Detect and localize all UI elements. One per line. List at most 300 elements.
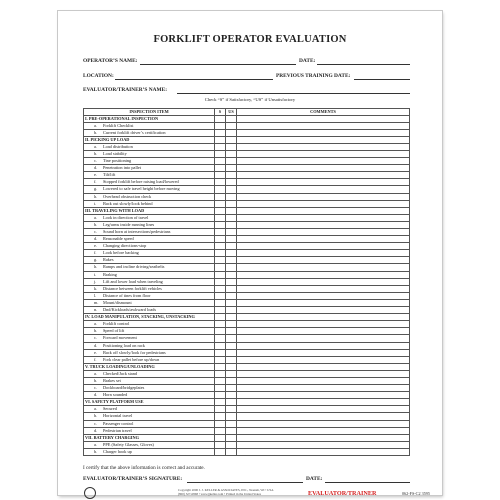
s-checkbox-cell[interactable] [215,434,226,441]
date-line[interactable] [317,64,410,65]
location-line[interactable] [115,79,273,80]
item-label: Overhead obstruction check [103,193,152,199]
comments-cell[interactable] [237,356,410,363]
s-checkbox-cell[interactable] [215,207,226,214]
item-label: Tilt/lift [103,172,116,178]
section-row [84,314,410,321]
table-row [84,186,410,193]
item-cell [84,172,215,179]
table-row [84,285,410,292]
item-label: Current forklift driver’s certification [103,129,166,135]
comments-cell[interactable] [237,186,410,193]
s-checkbox-cell[interactable] [215,385,226,392]
item-cell [84,420,215,427]
us-checkbox-cell[interactable] [226,122,237,129]
item-cell [84,243,215,250]
item-cell [84,427,215,434]
item-label: Penetration into pallet [103,165,141,171]
item-letter: c. [94,158,97,164]
s-checkbox-cell[interactable] [215,370,226,377]
comments-cell[interactable] [237,129,410,136]
check-instructions: Check “S” if Satisfactory, “US” if Unsatisfactory [204,97,296,102]
s-checkbox-cell[interactable] [215,448,226,455]
us-checkbox-cell[interactable] [226,406,237,413]
comments-cell[interactable] [237,236,410,243]
item-letter: e. [94,349,97,355]
table-row [84,406,410,413]
item-letter: b. [94,328,98,334]
us-checkbox-cell[interactable] [226,158,237,165]
item-cell [84,278,215,285]
item-cell [84,370,215,377]
item-letter: g. [94,257,98,263]
item-letter: h. [94,193,98,199]
s-checkbox-cell[interactable] [215,420,226,427]
table-row [84,448,410,455]
item-label: Positioning load on rack [103,342,145,348]
table-row [84,271,410,278]
evaluation-form-sheet [58,11,442,495]
comments-cell[interactable] [237,200,410,207]
table-row [84,229,410,236]
us-checkbox-cell[interactable] [226,250,237,257]
comments-cell[interactable] [237,221,410,228]
item-label: Checked/Jack stand [103,370,138,376]
s-checkbox-cell[interactable] [215,129,226,136]
us-checkbox-cell[interactable] [226,278,237,285]
s-checkbox-cell[interactable] [215,328,226,335]
table-row [84,150,410,157]
us-checkbox-cell[interactable] [226,214,237,221]
us-checkbox-cell[interactable] [226,328,237,335]
s-checkbox-cell[interactable] [215,115,226,122]
s-checkbox-cell[interactable] [215,264,226,271]
item-letter: a. [94,214,97,220]
item-letter: j. [94,278,97,284]
table-row [84,257,410,264]
us-checkbox-cell[interactable] [226,377,237,384]
item-label: Pedestrian travel [103,427,132,433]
item-letter: m. [94,299,99,305]
comments-cell[interactable] [237,314,410,321]
section-label: III. TRAVELING WITH LOAD [84,207,215,214]
item-letter: e. [94,243,97,249]
item-label: Passenger control [103,420,134,426]
us-checkbox-cell[interactable] [226,285,237,292]
table-row [84,420,410,427]
comments-cell[interactable] [237,427,410,434]
item-letter: b. [94,150,98,156]
table-row [84,356,410,363]
us-checkbox-cell[interactable] [226,370,237,377]
form-code: 062-FS-C2 3595 [401,491,430,496]
comments-cell[interactable] [237,257,410,264]
item-cell [84,200,215,207]
item-cell [84,264,215,271]
item-label: Rakes [103,257,114,263]
item-cell [84,356,215,363]
item-cell [84,335,215,342]
us-checkbox-cell[interactable] [226,200,237,207]
table-row [84,193,410,200]
item-label: Lift and lower load when traveling [103,278,163,284]
item-letter: i. [94,200,97,206]
us-checkbox-cell[interactable] [226,434,237,441]
table-row [84,307,410,314]
table-row [84,179,410,186]
comments-cell[interactable] [237,307,410,314]
us-checkbox-cell[interactable] [226,356,237,363]
comments-cell[interactable] [237,207,410,214]
item-label: Look in direction of travel [103,214,149,220]
table-row [84,392,410,399]
s-checkbox-cell[interactable] [215,349,226,356]
section-label: I. PRE-OPERATIONAL INSPECTION [84,115,215,122]
us-checkbox-cell[interactable] [226,129,237,136]
item-label: Stopped forklift before raising load/lowered [103,179,179,185]
s-checkbox-cell[interactable] [215,214,226,221]
copy-role-label: EVALUATOR/TRAINER [308,490,377,497]
s-checkbox-cell[interactable] [215,271,226,278]
comments-cell[interactable] [237,413,410,420]
comments-cell[interactable] [237,385,410,392]
comments-cell[interactable] [237,370,410,377]
comments-cell[interactable] [237,321,410,328]
s-checkbox-cell[interactable] [215,413,226,420]
item-cell [84,406,215,413]
item-label: Horn sounded [103,392,128,398]
comments-cell[interactable] [237,448,410,455]
item-cell [84,307,215,314]
item-cell [84,441,215,448]
section-row [84,363,410,370]
table-row [84,335,410,342]
item-letter: c. [94,385,97,391]
s-checkbox-cell[interactable] [215,314,226,321]
item-cell [84,328,215,335]
s-checkbox-cell[interactable] [215,122,226,129]
item-cell [84,179,215,186]
item-letter: i. [94,271,97,277]
item-letter: b. [94,448,98,454]
s-checkbox-cell[interactable] [215,136,226,143]
section-label: IV. LOAD MANIPULATION, STACKING, UNSTACKING [84,314,215,321]
s-checkbox-cell[interactable] [215,278,226,285]
s-checkbox-cell[interactable] [215,193,226,200]
item-label: Charger hook up [103,448,132,454]
item-cell [84,165,215,172]
us-checkbox-cell[interactable] [226,165,237,172]
item-label: Sound horn at intersections/pedestrians [103,229,171,234]
item-letter: g. [94,186,98,192]
s-checkbox-cell[interactable] [215,321,226,328]
item-label: Changing directions-stop [103,243,147,249]
comments-cell[interactable] [237,214,410,221]
table-row [84,214,410,221]
section-row [84,434,410,441]
us-checkbox-cell[interactable] [226,229,237,236]
item-cell [84,150,215,157]
table-row [84,413,410,420]
item-letter: c. [94,420,97,426]
item-label: Braking [103,271,117,277]
footer-contact: (800) 327-6868 • www.jjkeller.com • Printed in the United States [178,492,262,496]
item-letter: a. [94,406,97,412]
signature-date-line[interactable] [325,482,410,483]
s-checkbox-cell[interactable] [215,342,226,349]
s-checkbox-cell[interactable] [215,377,226,384]
certify-statement: I certify that the above information is correct and accurate. [83,465,205,471]
us-checkbox-cell[interactable] [226,299,237,306]
s-checkbox-cell[interactable] [215,229,226,236]
comments-cell[interactable] [237,143,410,150]
signature-date-label: DATE: [306,476,323,482]
us-checkbox-cell[interactable] [226,399,237,406]
us-checkbox-cell[interactable] [226,363,237,370]
item-label: Back off slowly/look for pedestrians [103,349,166,355]
us-checkbox-cell[interactable] [226,193,237,200]
comments-cell[interactable] [237,363,410,370]
table-row [84,292,410,299]
table-row [84,299,410,306]
comments-cell[interactable] [237,172,410,179]
item-letter: k. [94,285,98,291]
us-checkbox-cell[interactable] [226,321,237,328]
table-row [84,321,410,328]
s-checkbox-cell[interactable] [215,165,226,172]
operator-name-line[interactable] [140,64,296,65]
s-checkbox-cell[interactable] [215,335,226,342]
comments-cell[interactable] [237,349,410,356]
item-label: Horizontal travel [103,413,133,419]
us-checkbox-cell[interactable] [226,115,237,122]
table-row [84,200,410,207]
item-cell [84,392,215,399]
previous-training-line[interactable] [354,79,410,80]
comments-cell[interactable] [237,278,410,285]
item-cell [84,193,215,200]
us-checkbox-cell[interactable] [226,441,237,448]
s-checkbox-cell[interactable] [215,299,226,306]
table-row [84,385,410,392]
s-checkbox-cell[interactable] [215,257,226,264]
item-cell [84,299,215,306]
s-checkbox-cell[interactable] [215,143,226,150]
header-comments: COMMENTS [237,109,410,116]
s-checkbox-cell[interactable] [215,200,226,207]
table-row [84,377,410,384]
item-cell [84,257,215,264]
s-checkbox-cell[interactable] [215,427,226,434]
s-checkbox-cell[interactable] [215,406,226,413]
comments-cell[interactable] [237,299,410,306]
location-label: LOCATION: [83,73,114,79]
table-row [84,441,410,448]
comments-cell[interactable] [237,158,410,165]
us-checkbox-cell[interactable] [226,335,237,342]
us-checkbox-cell[interactable] [226,427,237,434]
us-checkbox-cell[interactable] [226,186,237,193]
s-checkbox-cell[interactable] [215,172,226,179]
item-cell [84,221,215,228]
s-checkbox-cell[interactable] [215,441,226,448]
s-checkbox-cell[interactable] [215,399,226,406]
comments-cell[interactable] [237,392,410,399]
item-cell [84,285,215,292]
comments-cell[interactable] [237,122,410,129]
table-row [84,278,410,285]
form-title: FORKLIFT OPERATOR EVALUATION [153,34,347,45]
us-checkbox-cell[interactable] [226,179,237,186]
us-checkbox-cell[interactable] [226,264,237,271]
comments-cell[interactable] [237,243,410,250]
us-checkbox-cell[interactable] [226,207,237,214]
section-row [84,136,410,143]
item-label: PPE (Safety Glasses, Gloves) [103,441,154,447]
section-label: VI. SAFETY PLATFORM USE [84,399,215,406]
table-row [84,328,410,335]
item-label: Tine positioning [103,158,132,164]
item-cell [84,448,215,455]
s-checkbox-cell[interactable] [215,363,226,370]
item-letter: a. [94,441,97,447]
item-label: Mount/dismount [103,299,132,305]
item-letter: h. [94,264,98,270]
s-checkbox-cell[interactable] [215,236,226,243]
comments-cell[interactable] [237,434,410,441]
comments-cell[interactable] [237,115,410,122]
comments-cell[interactable] [237,441,410,448]
us-checkbox-cell[interactable] [226,392,237,399]
item-cell [84,129,215,136]
us-checkbox-cell[interactable] [226,342,237,349]
us-checkbox-cell[interactable] [226,243,237,250]
item-letter: c. [94,335,97,341]
item-cell [84,342,215,349]
s-checkbox-cell[interactable] [215,150,226,157]
item-label: Back out slowly/look behind [103,200,153,206]
item-label: Dnd/Kickloads/awkward loads [103,307,157,313]
s-checkbox-cell[interactable] [215,186,226,193]
table-row [84,427,410,434]
comments-cell[interactable] [237,136,410,143]
s-checkbox-cell[interactable] [215,292,226,299]
item-letter: d. [94,165,98,171]
header-us: US [226,109,237,116]
date-label: DATE: [299,58,316,64]
item-cell [84,292,215,299]
table-row [84,264,410,271]
comments-cell[interactable] [237,165,410,172]
s-checkbox-cell[interactable] [215,179,226,186]
comments-cell[interactable] [237,150,410,157]
item-cell [84,271,215,278]
item-label: Brakes set [103,377,121,383]
item-letter: f. [94,250,97,256]
item-letter: a. [94,122,97,128]
us-checkbox-cell[interactable] [226,413,237,420]
comments-cell[interactable] [237,264,410,271]
item-label: Forklift control [103,321,130,327]
comments-cell[interactable] [237,399,410,406]
footer-copyright: Copyright 2000 J. J. KELLER & ASSOCIATES, INC., Neenah, WI • USA [178,488,274,492]
comments-cell[interactable] [237,229,410,236]
us-checkbox-cell[interactable] [226,292,237,299]
evaluator-name-line[interactable] [177,93,410,94]
us-checkbox-cell[interactable] [226,385,237,392]
item-cell [84,236,215,243]
item-cell [84,377,215,384]
s-checkbox-cell[interactable] [215,158,226,165]
comments-cell[interactable] [237,377,410,384]
comments-cell[interactable] [237,292,410,299]
item-label: Reasonable speed [103,236,134,242]
us-checkbox-cell[interactable] [226,349,237,356]
item-label: Load stability [103,150,127,156]
item-letter: f. [94,356,97,362]
s-checkbox-cell[interactable] [215,250,226,257]
comments-cell[interactable] [237,406,410,413]
us-checkbox-cell[interactable] [226,172,237,179]
signature-line[interactable] [187,482,303,483]
item-label: Distance of tines from floor [103,292,151,298]
section-label: V. TRUCK LOADING/UNLOADING [84,363,215,370]
item-letter: b. [94,221,98,227]
comments-cell[interactable] [237,328,410,335]
item-letter: n. [94,307,98,313]
item-label: Ramps and incline driving/seatbelts [103,264,165,270]
table-row [84,165,410,172]
header-s: S [215,109,226,116]
table-row [84,243,410,250]
us-checkbox-cell[interactable] [226,314,237,321]
s-checkbox-cell[interactable] [215,285,226,292]
comments-cell[interactable] [237,335,410,342]
item-label: Load distribution [103,143,133,149]
s-checkbox-cell[interactable] [215,307,226,314]
table-row [84,370,410,377]
s-checkbox-cell[interactable] [215,356,226,363]
comments-cell[interactable] [237,193,410,200]
us-checkbox-cell[interactable] [226,136,237,143]
us-checkbox-cell[interactable] [226,221,237,228]
item-cell [84,214,215,221]
us-checkbox-cell[interactable] [226,143,237,150]
us-checkbox-cell[interactable] [226,150,237,157]
comments-cell[interactable] [237,342,410,349]
comments-cell[interactable] [237,179,410,186]
us-checkbox-cell[interactable] [226,271,237,278]
s-checkbox-cell[interactable] [215,392,226,399]
us-checkbox-cell[interactable] [226,448,237,455]
item-label: Fork clear pallet before up/down [103,356,160,362]
comments-cell[interactable] [237,285,410,292]
item-letter: d. [94,236,98,242]
s-checkbox-cell[interactable] [215,221,226,228]
item-label: Secured [103,406,117,412]
section-label: II. PICKING UP LOAD [84,136,215,143]
us-checkbox-cell[interactable] [226,236,237,243]
item-letter: c. [94,229,97,234]
table-row [84,342,410,349]
us-checkbox-cell[interactable] [226,307,237,314]
us-checkbox-cell[interactable] [226,257,237,264]
s-checkbox-cell[interactable] [215,243,226,250]
comments-cell[interactable] [237,271,410,278]
comments-cell[interactable] [237,250,410,257]
comments-cell[interactable] [237,420,410,427]
us-checkbox-cell[interactable] [226,420,237,427]
